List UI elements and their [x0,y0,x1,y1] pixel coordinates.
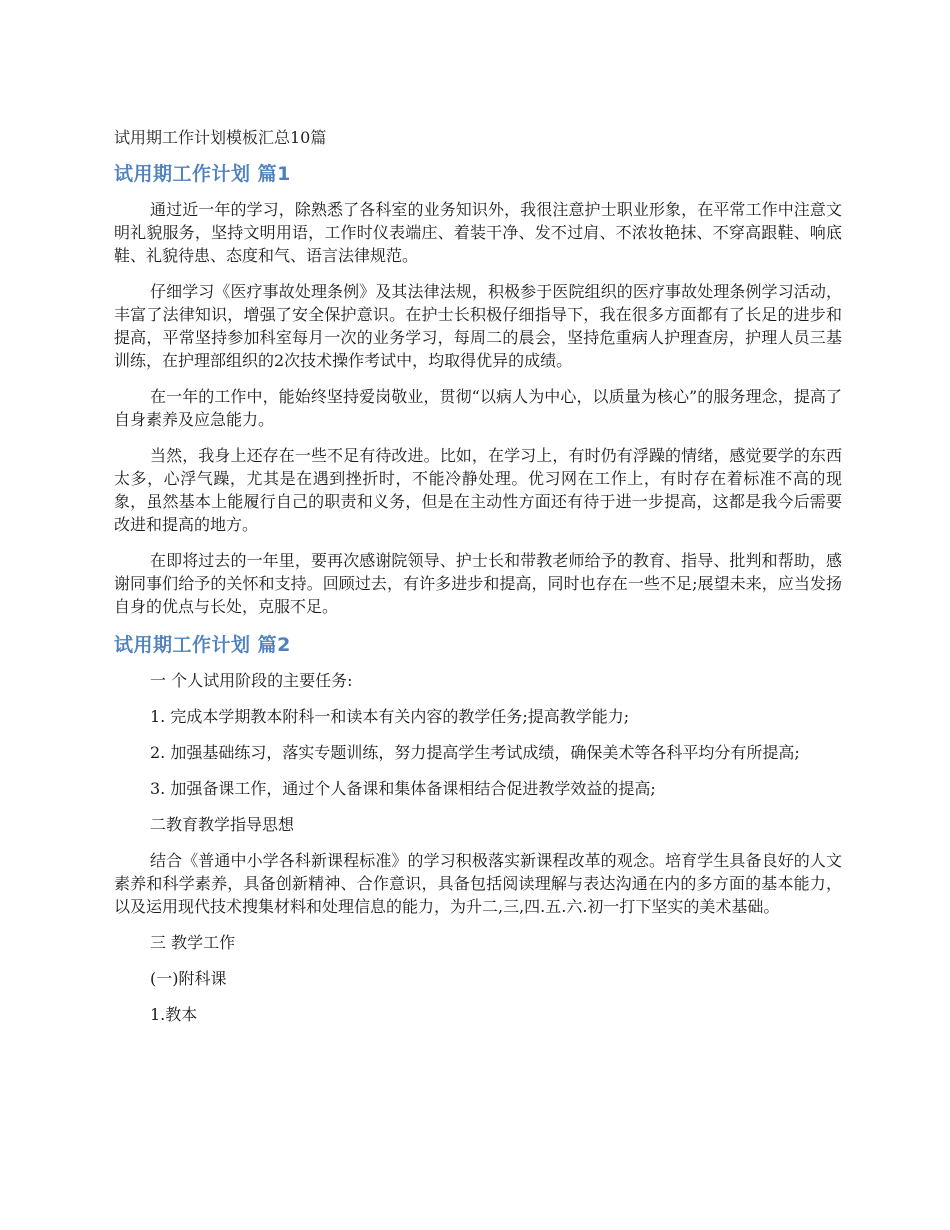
list-item: 2. 加强基础练习，落实专题训练，努力提高学生考试成绩，确保美术等各科平均分有所提高; [150,743,800,762]
paragraph: 三 教学工作 [150,933,236,952]
paragraph: 结合《普通中小学各科新课程标准》的学习积极落实新课程改革的观念。培育学生具备良好的人文素养和科学素养，具备创新精神、合作意识，具备包括阅读理解与表达沟通在内的多方面的基本能力，以及运用现代技术搜集材料和处理信息的能力，为升二,三,四.五.六.初一打下坚实的美术基础。 [114,851,842,916]
section-1 [114,160,842,618]
section-heading: 试用期工作计划 篇2 [114,634,291,656]
paragraph: 当然，我身上还存在一些不足有待改进。比如，在学习上，有时仍有浮躁的情绪，感觉要学的东西太多，心浮气躁，尤其是在遇到挫折时，不能冷静处理。优习网在工作上，有时存在着标准不高的现象，虽然基本上能履行自己的职责和义务，但是在主动性方面还有待于进一步提高，这都是我今后需要改进和提高的地方。 [114,446,842,534]
paragraph: 在即将过去的一年里，要再次感谢院领导、护士长和带教老师给予的教育、指导、批判和帮助，感谢同事们给予的关怀和支持。回顾过去，有许多进步和提高，同时也存在一些不足;展望未来，应当发扬自身的优点与长处，克服不足。 [114,551,842,616]
list-item: 3. 加强备课工作，通过个人备课和集体备课相结合促进教学效益的提高; [150,779,656,798]
document-title: 试用期工作计划模板汇总10篇 [114,128,327,147]
paragraph: 通过近一年的学习，除熟悉了各科室的业务知识外，我很注意护士职业形象，在平常工作中注意文明礼貌服务，坚持文明用语，工作时仪表端庄、着装干净、发不过肩、不浓妆艳抹、不穿高跟鞋、响底鞋、礼貌待患、态度和气、语言法律规范。 [114,200,842,265]
section-heading: 试用期工作计划 篇1 [114,163,291,185]
list-item: 1. 完成本学期教本附科一和读本有关内容的教学任务;提高教学能力; [150,707,630,726]
paragraph: 仔细学习《医疗事故处理条例》及其法律法规，积极参于医院组织的医疗事故处理条例学习活动，丰富了法律知识，增强了安全保护意识。在护士长积极仔细指导下，我在很多方面都有了长足的进步和提高，平常坚持参加科室每月一次的业务学习，每周二的晨会，坚持危重病人护理查房，护理人员三基训练，在护理部组织的2次技术操作考试中，均取得优异的成绩。 [114,282,842,370]
document-page [114,126,842,1039]
paragraph: 一 个人试用阶段的主要任务: [150,671,353,690]
paragraph: 二教育教学指导思想 [150,815,295,834]
paragraph: 1.教本 [150,1005,198,1024]
paragraph: 在一年的工作中，能始终坚持爱岗敬业，贯彻“以病人为中心，以质量为核心”的服务理念，提高了自身素养及应急能力。 [114,387,842,429]
paragraph: (一)附科课 [150,969,227,988]
section-2 [114,631,842,1026]
